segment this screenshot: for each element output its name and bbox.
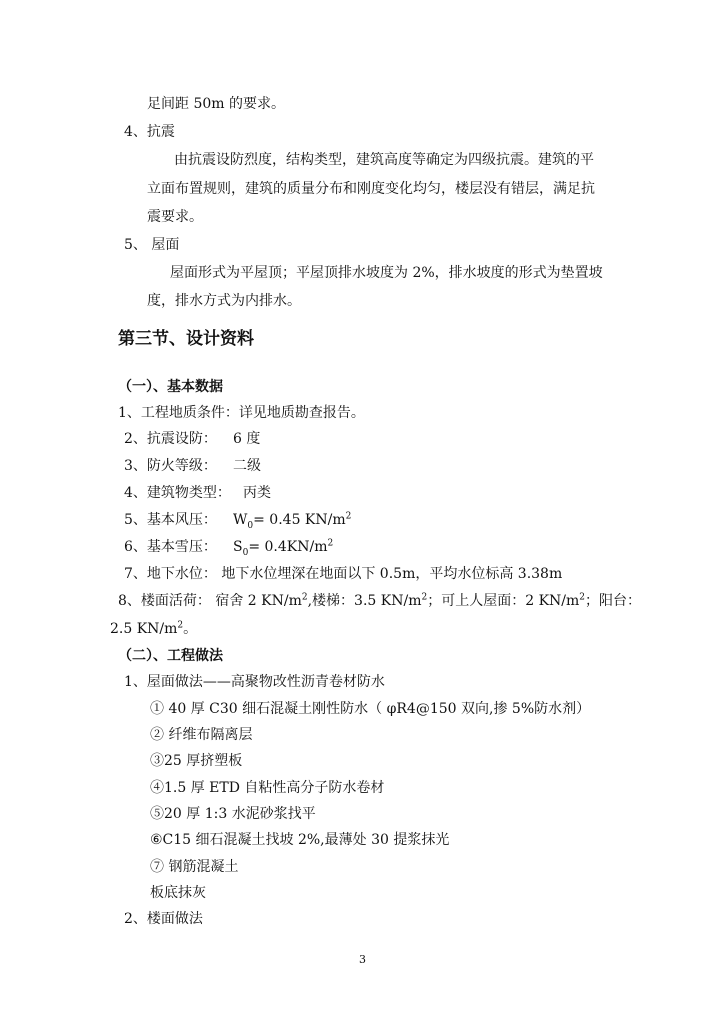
list-item: ① 40 厚 C30 细石混凝土刚性防水（ φR4@150 双向,掺 5%防水剂） — [150, 701, 591, 717]
data-row-value: 6 度 — [233, 431, 261, 447]
list-item: ⑥C15 细石混凝土找坡 2%,最薄处 30 提浆抹光 — [150, 832, 450, 848]
data-row: 8、楼面活荷： 宿舍 2 $KN/m^2$,楼梯：3.5 $KN/m^2$；可上人屋面：2 $KN/m^2$；阳台： — [118, 592, 642, 609]
clause-heading: 5、 屋面 — [124, 237, 180, 253]
data-row-label: 4、建筑物类型： — [124, 485, 231, 501]
text-line: 屋面形式为平屋顶；平屋顶排水坡度为 2%，排水坡度的形式为垫置坡 — [170, 265, 603, 281]
text-line: 足间距 50m 的要求。 — [147, 96, 285, 112]
text-line: 由抗震设防烈度，结构类型，建筑高度等确定为四级抗震。建筑的平 — [174, 152, 594, 168]
data-row-label: 3、防火等级： — [124, 458, 217, 474]
subsection-heading: （一）、基本数据 — [118, 379, 223, 395]
list-item: ⑦ 钢筋混凝土 — [150, 859, 239, 875]
data-row-label: 5、基本风压： — [124, 512, 217, 528]
list-item: ③25 厚挤塑板 — [150, 753, 243, 769]
data-row: 7、地下水位： 地下水位埋深在地面以下 0.5m，平均水位标高 3.38m — [124, 566, 563, 582]
list-item: 板底抹灰 — [150, 885, 206, 901]
data-row-label: 6、基本雪压： — [124, 539, 217, 555]
data-row-value: $W_0= 0.45$ $KN/m^2$ — [233, 511, 352, 531]
text-line: 度，排水方式为内排水。 — [147, 293, 301, 309]
method-title: 2、楼面做法 — [124, 911, 203, 927]
page-number: 3 — [359, 953, 366, 966]
data-row-value: $S_0= 0.4KN/m^2$ — [233, 538, 334, 558]
list-item: ④1.5 厚 ETD 自粘性高分子防水卷材 — [150, 780, 385, 796]
text-line: 震要求。 — [147, 209, 203, 225]
section-title: 第三节、设计资料 — [118, 329, 254, 349]
list-item: ② 纤维布隔离层 — [150, 727, 253, 743]
subsection-heading: （二）、工程做法 — [118, 648, 223, 664]
list-item: ⑤20 厚 1:3 水泥砂浆找平 — [150, 806, 316, 822]
text-line: 立面布置规则，建筑的质量分布和刚度变化均匀，楼层没有错层，满足抗 — [147, 181, 595, 197]
data-row: 1、工程地质条件：详见地质勘查报告。 — [118, 405, 365, 421]
data-row-value: 二级 — [233, 458, 261, 474]
data-row-value: 丙类 — [243, 485, 271, 501]
clause-heading: 4、抗震 — [124, 124, 175, 140]
data-row-continuation: 2.5 $KN/m^2$。 — [110, 620, 198, 637]
data-row-label: 2、抗震设防： — [124, 431, 217, 447]
method-title: 1、屋面做法——高聚物改性沥青卷材防水 — [124, 674, 385, 690]
